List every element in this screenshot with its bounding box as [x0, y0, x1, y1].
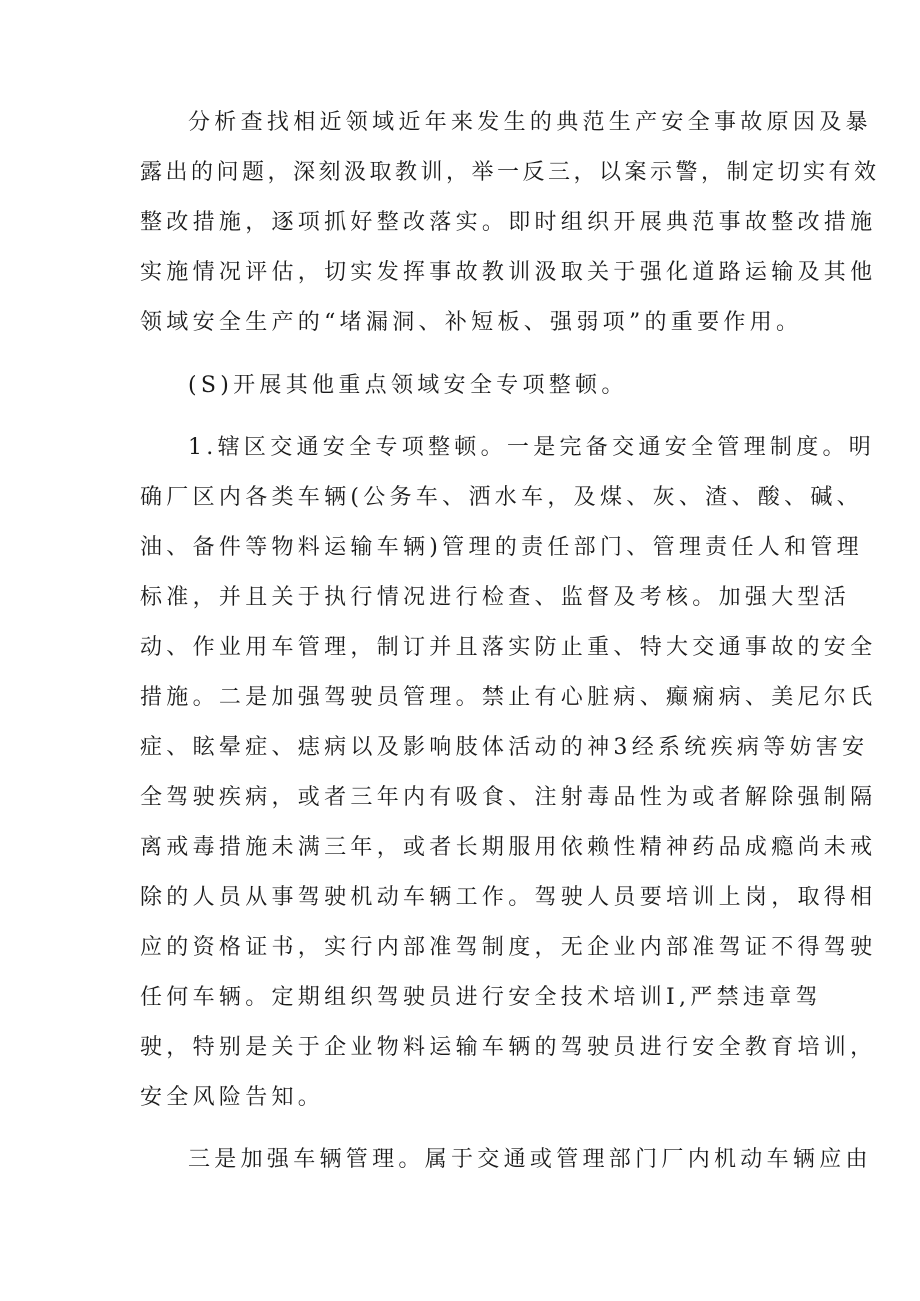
- text-line: 除的人员从事驾驶机动车辆工作。驾驶人员要培训上岗，取得相: [140, 885, 877, 910]
- text-line: 离戒毒措施未满三年，或者长期服用依赖性精神药品成瘾尚未戒: [140, 835, 877, 860]
- text-line: 确厂区内各类车辆(公务车、洒水车，及煤、灰、渣、酸、碱、: [140, 485, 863, 510]
- text-line: 措施。二是加强驾驶员管理。禁止有心脏病、癫痫病、美尼尔氏: [140, 685, 877, 710]
- text-line: 症、眩晕症、痣病以及影响肢体活动的神3经系统疾病等妨害安: [140, 735, 869, 760]
- text-line: 油、备件等物料运输车辆)管理的责任部门、管理责任人和管理: [140, 535, 863, 560]
- text-line: 任何车辆。定期组织驾驶员进行安全技术培训I,严禁违章驾: [140, 985, 822, 1010]
- text-line: 应的资格证书，实行内部准驾制度，无企业内部准驾证不得驾驶: [140, 935, 877, 960]
- text-line: 全驾驶疾病，或者三年内有吸食、注射毒品性为或者解除强制隔: [140, 785, 877, 810]
- text-line: 分析查找相近领域近年来发生的典范生产安全事故原因及暴: [188, 110, 872, 135]
- text-line: 标准，并且关于执行情况进行检查、监督及考核。加强大型活: [140, 585, 851, 610]
- text-line: 露出的问题，深刻汲取教训，举一反三，以案示警，制定切实有效: [140, 160, 880, 185]
- text-line: 三是加强车辆管理。属于交通或管理部门厂内机动车辆应由: [188, 1147, 872, 1172]
- section-heading: (S)开展其他重点领域安全专项整顿。: [188, 373, 628, 398]
- text-line: 1.辖区交通安全专项整顿。一是完备交通安全管理制度。明: [188, 435, 876, 460]
- text-line: 驶，特别是关于企业物料运输车辆的驾驶员进行安全教育培训，: [140, 1035, 877, 1060]
- text-line: 整改措施，逐项抓好整改落实。即时组织开展典范事故整改措施: [140, 210, 877, 235]
- text-line: 实施情况评估，切实发挥事故教训汲取关于强化道路运输及其他: [140, 260, 877, 285]
- text-line: 动、作业用车管理，制订并且落实防止重、特大交通事故的安全: [140, 635, 877, 660]
- text-line: 安全风险告知。: [140, 1085, 325, 1110]
- text-line: 领域安全生产的“堵漏洞、补短板、强弱项”的重要作用。: [140, 310, 803, 335]
